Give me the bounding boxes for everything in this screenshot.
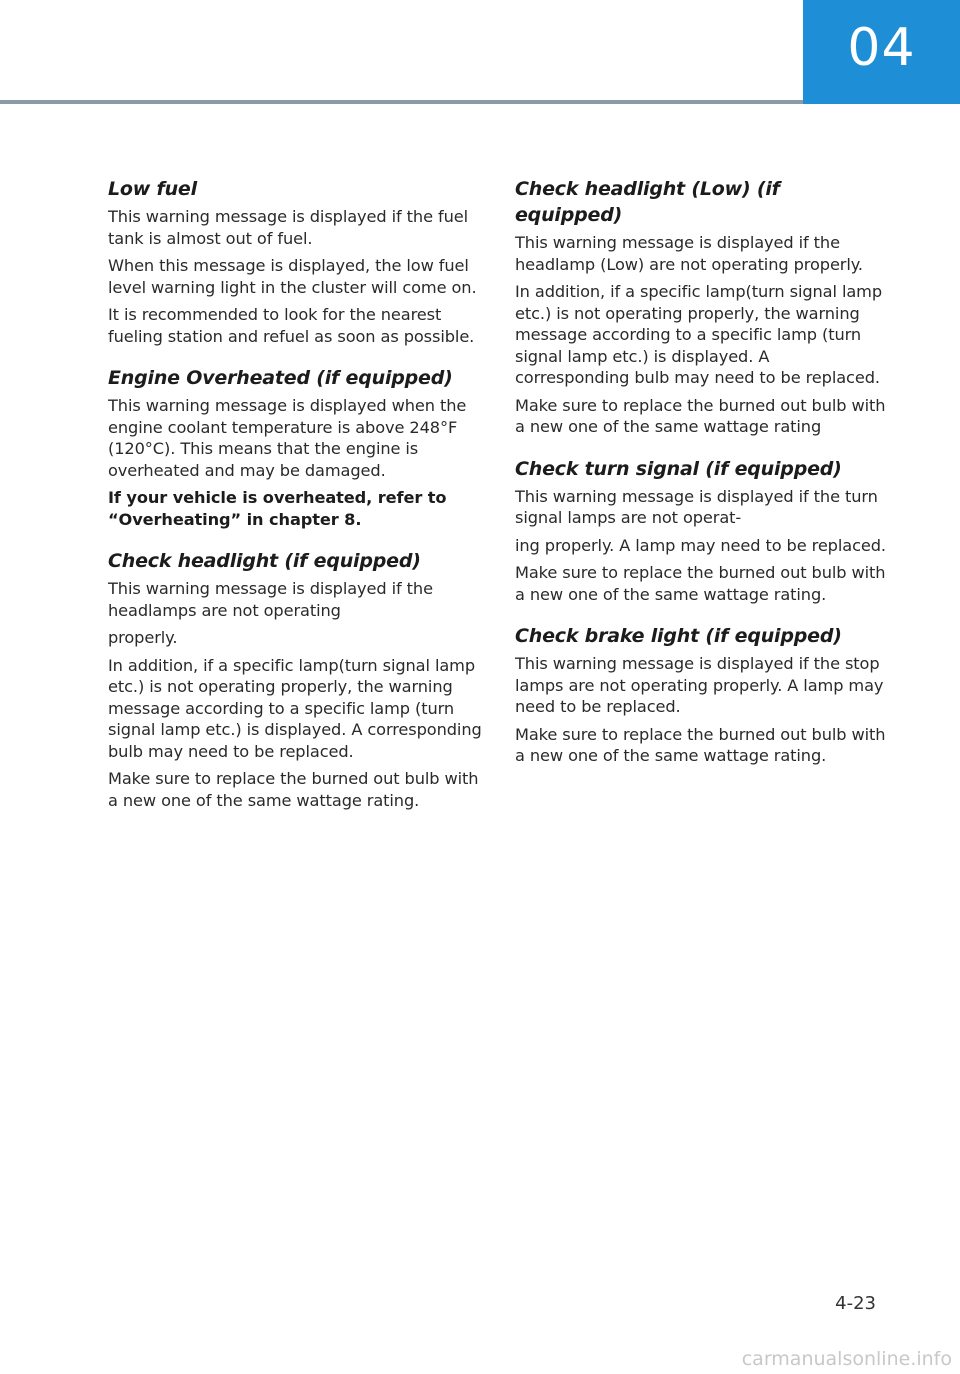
paragraph: In addition, if a specific lamp(turn signal lamp etc.) is not operating properly, the warning message according to a specific lamp (turn signal lamp etc.) is displayed. A corresponding bulb may need to be replaced. bbox=[515, 282, 883, 387]
paragraph: Make sure to replace the burned out bulb with a new one of the same wattage rating. bbox=[515, 724, 886, 765]
paragraph: This warning message is displayed when the engine coolant temperature is above 248°F (120°C). This means that the engine is overheated and may be damaged. bbox=[108, 396, 467, 480]
paragraph: Make sure to replace the burned out bulb with a new one of the same wattage rating. bbox=[108, 769, 479, 810]
reference-note: If your vehicle is overheated, refer to “Overheating” in chapter 8. bbox=[108, 488, 447, 529]
paragraph: This warning message is displayed if the fuel tank is almost out of fuel. bbox=[108, 207, 468, 248]
section-low-fuel bbox=[108, 176, 488, 347]
section-title: Engine Overheated (if equipped) bbox=[108, 367, 453, 389]
paragraph: Make sure to replace the burned out bulb with a new one of the same wattage rating. bbox=[515, 563, 886, 604]
chapter-number: 04 bbox=[847, 18, 916, 78]
section-title: Check turn signal (if equipped) bbox=[515, 457, 842, 480]
section-title: Check headlight (Low) (if equipped) bbox=[515, 178, 780, 226]
header-rule bbox=[0, 100, 803, 104]
section-check-turn-signal bbox=[515, 456, 887, 606]
paragraph: When this message is displayed, the low fuel level warning light in the cluster will come on. bbox=[108, 256, 477, 297]
page-number: 4-23 bbox=[835, 1293, 876, 1314]
paragraph: properly. bbox=[108, 628, 178, 647]
section-title: Check headlight (if equipped) bbox=[108, 550, 421, 572]
paragraph: ing properly. A lamp may need to be replaced. bbox=[515, 535, 886, 555]
watermark: carmanualsonline.info bbox=[741, 1348, 952, 1370]
paragraph: This warning message is displayed if the turn signal lamps are not operat- bbox=[515, 486, 878, 527]
paragraph: It is recommended to look for the nearest fueling station and refuel as soon as possible. bbox=[108, 305, 475, 346]
paragraph: This warning message is displayed if the stop lamps are not operating properly. A lamp may need to be replaced. bbox=[515, 654, 884, 716]
left-column bbox=[108, 176, 488, 829]
right-column bbox=[515, 176, 887, 785]
chapter-tab bbox=[803, 0, 960, 104]
section-check-brake-light bbox=[515, 623, 887, 767]
paragraph: This warning message is displayed if the headlamps are not operating bbox=[108, 579, 433, 620]
section-check-headlight-low bbox=[515, 176, 887, 438]
section-engine-overheated bbox=[108, 365, 488, 530]
section-title: Low fuel bbox=[108, 178, 197, 200]
paragraph: Make sure to replace the burned out bulb with a new one of the same wattage rating bbox=[515, 395, 886, 436]
paragraph: This warning message is displayed if the headlamp (Low) are not operating properly. bbox=[515, 233, 863, 274]
paragraph: In addition, if a specific lamp(turn signal lamp etc.) is not operating properly, the warning message according to a specific lamp (turn signal lamp etc.) is displayed. A corresponding bulb may need to be replaced. bbox=[108, 655, 482, 761]
section-title: Check brake light (if equipped) bbox=[515, 625, 842, 647]
section-check-headlight bbox=[108, 548, 488, 811]
